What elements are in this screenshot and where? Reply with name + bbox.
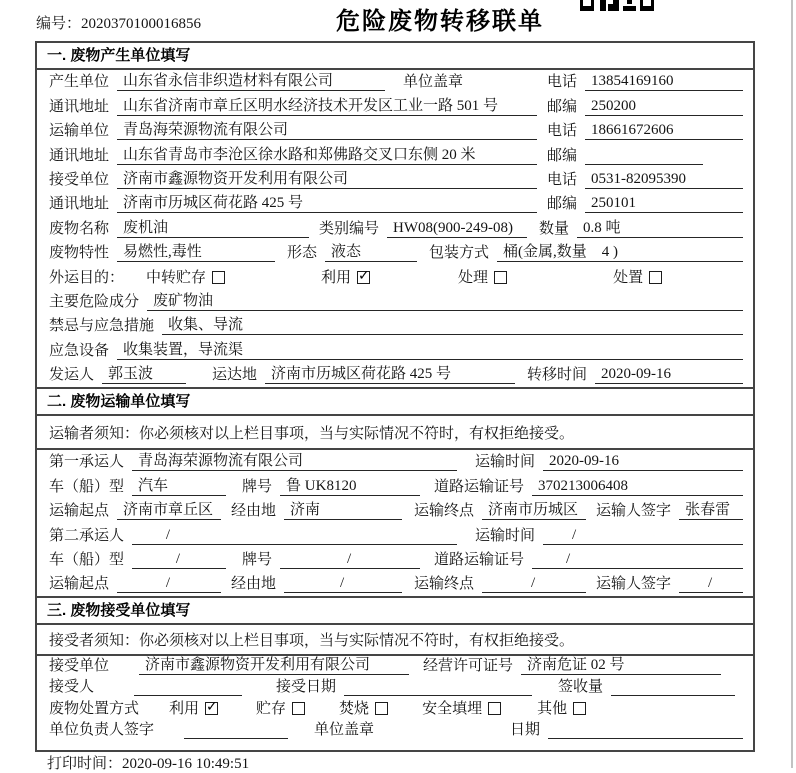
- producer-address-value: 山东省济南市章丘区明水经济技术开发区工业一路 501 号: [117, 94, 537, 116]
- route-start-value: 济南市章丘区: [117, 498, 221, 520]
- transporter-address-value: 山东省青岛市李沧区徐水路和郑佛路交叉口东侧 20 米: [117, 143, 537, 165]
- transfer-time-label: 转移时间: [527, 367, 588, 384]
- receiver-unit-label: 接受单位: [49, 171, 110, 188]
- zip-label: 邮编: [547, 196, 578, 213]
- form-label: 形态: [287, 245, 318, 262]
- option-label: 利用: [169, 700, 200, 717]
- route-end-value: 济南市历城区: [482, 498, 586, 520]
- checkbox-purpose-transit: [146, 266, 225, 287]
- section-producer: [37, 43, 753, 387]
- qr-code-fragment: [580, 0, 654, 11]
- option-label: 贮存: [256, 700, 287, 717]
- unit-seal-label: 单位盖章: [314, 722, 375, 739]
- road-license-label: 道路运输证号: [434, 552, 525, 569]
- vehicle-type-label: 车（船）型: [49, 552, 125, 569]
- waste-name-label: 废物名称: [49, 220, 110, 237]
- receiver-unit-value: 济南市鑫源物资开发利用有限公司: [117, 167, 537, 189]
- route-end-label: 运输终点: [414, 576, 475, 593]
- checkbox-icon: [205, 702, 218, 715]
- producer-unit-label: 产生单位: [49, 74, 110, 91]
- quantity-label: 数量: [539, 220, 570, 237]
- taboo-value: 收集、导流: [162, 313, 743, 335]
- purpose-label: 外运目的：: [49, 269, 125, 286]
- form-value: 液态: [325, 240, 417, 262]
- received-qty-label: 签收量: [558, 679, 604, 696]
- checkbox-icon: [357, 271, 370, 284]
- plate-label: 牌号: [242, 478, 273, 495]
- row-hazard-components: [37, 290, 753, 314]
- producer-zip-value: 250200: [585, 98, 743, 116]
- checkbox-purpose-use: [321, 266, 370, 287]
- quantity-value: 0.8 吨: [577, 216, 743, 238]
- vehicle-type-value: 汽车: [132, 474, 226, 496]
- vehicle-type-value: /: [132, 551, 226, 569]
- transfer-time-value: 2020-09-16: [595, 366, 743, 384]
- row-producer-unit: [37, 70, 753, 94]
- road-license-value: 370213006408: [532, 478, 743, 496]
- second-carrier-label: 第二承运人: [49, 527, 125, 544]
- disposal-method-label: 废物处置方式: [49, 700, 140, 717]
- responsible-sign-label: 单位负责人签字: [49, 722, 155, 739]
- plate-label: 牌号: [242, 552, 273, 569]
- row-vehicle-2: [37, 548, 753, 572]
- operating-license-label: 经营许可证号: [423, 657, 514, 674]
- serial-value: 2020370100016856: [81, 16, 202, 32]
- plate-value: /: [280, 551, 420, 569]
- manifest-form: [35, 41, 755, 752]
- serial-label: 编号：: [36, 16, 82, 32]
- page-title: 危险废物转移联单: [336, 8, 544, 35]
- transporter-phone-value: 18661672606: [585, 122, 743, 140]
- row-second-carrier: [37, 523, 753, 547]
- first-carrier-label: 第一承运人: [49, 454, 125, 471]
- checkbox-icon: [494, 271, 507, 284]
- row-waste-name: [37, 216, 753, 240]
- carrier-sign-label: 运输人签字: [596, 503, 672, 520]
- row-route-2: [37, 572, 753, 596]
- receiving-unit-value: 济南市鑫源物资开发利用有限公司: [139, 653, 409, 675]
- destination-value: 济南市历城区荷花路 425 号: [265, 362, 515, 384]
- shipper-value: 郭玉波: [102, 362, 186, 384]
- via-value: /: [284, 575, 402, 593]
- carrier-sign-label: 运输人签字: [596, 576, 672, 593]
- transport-time-value: /: [543, 527, 743, 545]
- shipper-label: 发运人: [49, 367, 95, 384]
- section-3-header: 三. 废物接受单位填写: [37, 598, 753, 625]
- zip-label: 邮编: [547, 98, 578, 115]
- checkbox-icon: [212, 271, 225, 284]
- section-2-header: 二. 废物运输单位填写: [37, 389, 753, 416]
- row-first-carrier: [37, 450, 753, 474]
- transport-time-value: 2020-09-16: [543, 453, 743, 471]
- row-transfer-purpose: [37, 265, 753, 289]
- equipment-value: 收集装置，导流渠: [117, 338, 743, 360]
- responsible-sign-value: [184, 738, 288, 739]
- date-value: [548, 738, 743, 739]
- unit-seal-label: 单位盖章: [403, 74, 464, 91]
- packing-value: 桶(金属,数量 4 ): [497, 240, 743, 262]
- checkbox-disposal-use: [169, 697, 218, 718]
- receiver-person-label: 接受人: [49, 679, 95, 696]
- row-transporter-address: [37, 143, 753, 167]
- traits-label: 废物特性: [49, 245, 110, 262]
- transport-time-label: 运输时间: [475, 454, 536, 471]
- destination-label: 运达地: [212, 367, 258, 384]
- checkbox-disposal-other: [537, 697, 586, 718]
- receiver-zip-value: 250101: [585, 195, 743, 213]
- equipment-label: 应急设备: [49, 342, 110, 359]
- row-emergency-equipment: [37, 338, 753, 362]
- print-time-label: 打印时间：: [47, 756, 123, 772]
- receive-date-label: 接受日期: [276, 679, 337, 696]
- carrier-sign-value: 张春雷: [679, 498, 743, 520]
- option-label: 焚烧: [339, 700, 370, 717]
- category-label: 类别编号: [319, 220, 380, 237]
- option-label: 安全填埋: [422, 700, 483, 717]
- checkbox-disposal-landfill: [422, 697, 501, 718]
- hazard-value: 废矿物油: [147, 289, 743, 311]
- transporter-notice: 运输者须知：你必须核对以上栏目事项，当与实际情况不符时，有权拒绝接受。: [37, 416, 753, 450]
- checkbox-icon: [375, 702, 388, 715]
- road-license-label: 道路运输证号: [434, 478, 525, 495]
- option-label: 中转贮存: [146, 269, 207, 286]
- address-label: 通讯地址: [49, 196, 110, 213]
- hazard-label: 主要危险成分: [49, 293, 140, 310]
- operating-license-value: 济南危证 02 号: [521, 653, 721, 675]
- transport-time-label: 运输时间: [475, 527, 536, 544]
- date-label: 日期: [510, 722, 541, 739]
- phone-label: 电话: [547, 171, 578, 188]
- option-label: 利用: [321, 269, 352, 286]
- row-taboo-measures: [37, 314, 753, 338]
- checkbox-disposal-burn: [339, 697, 388, 718]
- received-qty-value: [611, 695, 735, 696]
- zip-label: 邮编: [547, 147, 578, 164]
- checkbox-icon: [292, 702, 305, 715]
- transporter-zip-value: [585, 164, 703, 165]
- row-receiver-address: [37, 192, 753, 216]
- address-label: 通讯地址: [49, 98, 110, 115]
- route-end-value: /: [482, 575, 586, 593]
- via-value: 济南: [284, 498, 402, 520]
- route-start-label: 运输起点: [49, 503, 110, 520]
- checkbox-icon: [488, 702, 501, 715]
- section-receiver: [37, 596, 753, 742]
- row-producer-address: [37, 94, 753, 118]
- route-start-label: 运输起点: [49, 576, 110, 593]
- checkbox-purpose-dispose: [613, 266, 662, 287]
- via-label: 经由地: [231, 503, 277, 520]
- vehicle-type-label: 车（船）型: [49, 478, 125, 495]
- section-1-header: 一. 废物产生单位填写: [37, 43, 753, 70]
- packing-label: 包装方式: [429, 245, 490, 262]
- option-label: 处置: [613, 269, 644, 286]
- serial-number: [36, 12, 201, 33]
- receiver-phone-value: 0531-82095390: [585, 171, 743, 189]
- road-license-value: /: [532, 551, 743, 569]
- waste-name-value: 废机油: [117, 216, 309, 238]
- phone-label: 电话: [547, 74, 578, 91]
- option-label: 处理: [458, 269, 489, 286]
- row-responsible-sign: [37, 721, 753, 743]
- row-vehicle-1: [37, 474, 753, 498]
- second-carrier-value: /: [132, 527, 457, 545]
- page-right-edge: [791, 0, 793, 768]
- option-label: 其他: [537, 700, 568, 717]
- row-waste-traits: [37, 241, 753, 265]
- section-transporter: [37, 387, 753, 596]
- checkbox-icon: [649, 271, 662, 284]
- receiving-unit-label: 接受单位: [49, 657, 110, 674]
- traits-value: 易燃性,毒性: [117, 240, 275, 262]
- print-time: [47, 752, 249, 773]
- category-value: HW08(900-249-08): [387, 220, 527, 238]
- taboo-label: 禁忌与应急措施: [49, 318, 155, 335]
- route-end-label: 运输终点: [414, 503, 475, 520]
- route-start-value: /: [117, 575, 221, 593]
- via-label: 经由地: [231, 576, 277, 593]
- address-label: 通讯地址: [49, 147, 110, 164]
- row-receiver-unit: [37, 168, 753, 192]
- checkbox-icon: [573, 702, 586, 715]
- carrier-sign-value: /: [679, 575, 743, 593]
- transport-unit-value: 青岛海荣源物流有限公司: [117, 118, 537, 140]
- row-route-1: [37, 499, 753, 523]
- phone-label: 电话: [547, 123, 578, 140]
- checkbox-disposal-store: [256, 697, 305, 718]
- checkbox-purpose-treat: [458, 266, 507, 287]
- receiver-address-value: 济南市历城区荷花路 425 号: [117, 191, 537, 213]
- row-transport-unit: [37, 119, 753, 143]
- plate-value: 鲁 UK8120: [280, 474, 420, 496]
- row-dispatch: [37, 363, 753, 387]
- first-carrier-value: 青岛海荣源物流有限公司: [132, 449, 457, 471]
- row-receiver-person: [37, 678, 753, 700]
- print-time-value: 2020-09-16 10:49:51: [122, 756, 250, 772]
- producer-phone-value: 13854169160: [585, 73, 743, 91]
- receiver-notice: 接受者须知：你必须核对以上栏目事项，当与实际情况不符时，有权拒绝接受。: [37, 625, 753, 656]
- row-receiving-unit: [37, 656, 753, 678]
- transport-unit-label: 运输单位: [49, 123, 110, 140]
- producer-unit-value: 山东省永信非织造材料有限公司: [117, 69, 385, 91]
